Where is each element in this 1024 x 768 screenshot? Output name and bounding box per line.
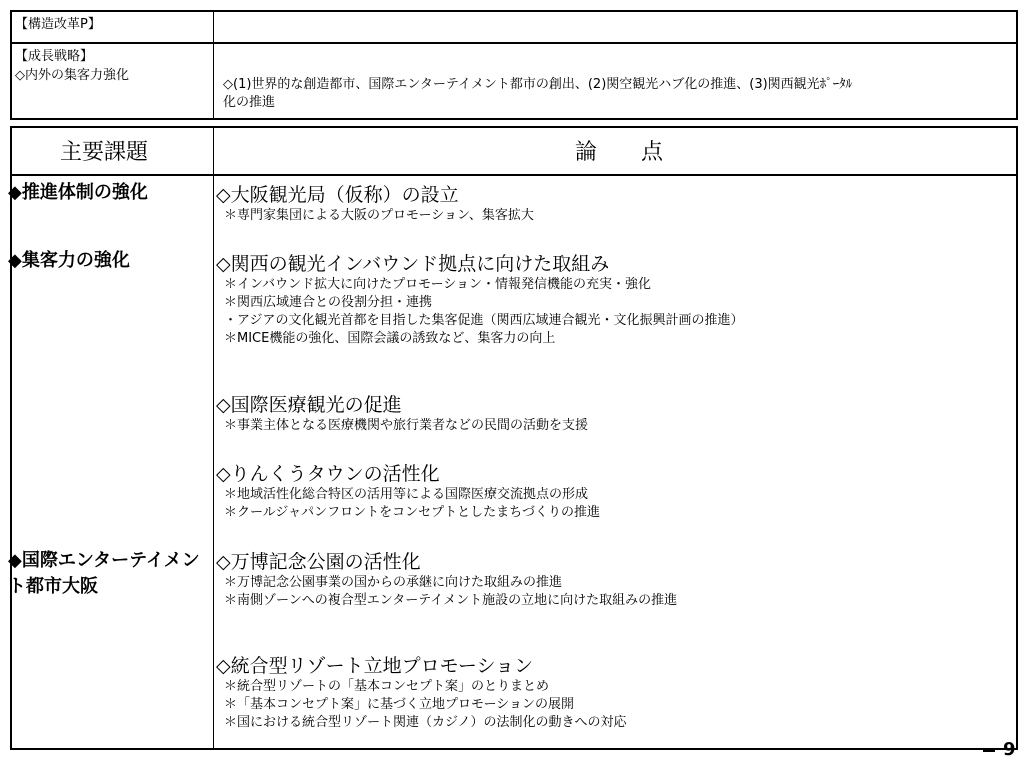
topic-detail: ＊関西広域連合との役割分担・連携 (224, 295, 433, 310)
column-divider (213, 128, 214, 748)
growth-strategy-heading: 【成長戦略】 (15, 49, 94, 64)
topic-detail: ＊クールジャパンフロントをコンセプトとしたまちづくりの推進 (224, 505, 601, 520)
issue-attraction-strength: ◆集客力の強化 (8, 250, 130, 271)
row-divider (12, 42, 1016, 44)
topic-detail: ＊地域活性化総合特区の活用等による国際医療交流拠点の形成 (224, 487, 589, 502)
topic-title: ◇大阪観光局（仮称）の設立 (216, 184, 459, 206)
growth-strategy-description-line2: 化の推進 (223, 95, 276, 110)
topic-detail: ＊統合型リゾートの「基本コンセプト案」のとりまとめ (224, 679, 550, 694)
page-number: 9 (1003, 739, 1016, 760)
growth-strategy-item: ◇内外の集客力強化 (15, 68, 129, 83)
topic-detail: ＊事業主体となる医療機関や旅行業者などの民間の活動を支援 (224, 418, 589, 433)
structural-reform-label: 【構造改革P】 (15, 17, 101, 32)
topic-detail: ＊専門家集団による大阪のプロモーション、集客拡大 (224, 208, 534, 223)
topic-rinku-town (216, 462, 600, 522)
topic-title: ◇国際医療観光の促進 (216, 394, 402, 416)
strategy-summary-table (10, 10, 1018, 120)
topic-detail: ＊南側ゾーンへの複合型エンターテイメント施設の立地に向けた取組みの推進 (224, 593, 678, 608)
header-divider (12, 174, 1016, 176)
topic-detail: ＊「基本コンセプト案」に基づく立地プロモーションの展開 (224, 697, 574, 712)
column-header-discussion-points: 論 点 (575, 140, 664, 165)
topic-osaka-tourism-bureau (216, 183, 534, 225)
issue-promotion-structure: ◆推進体制の強化 (8, 182, 148, 203)
growth-strategy-description-line1: ◇(1)世界的な創造都市、国際エンターテイメント都市の創出、(2)関空観光ハブ化の推進、(3)関西観光ﾎﾟｰﾀﾙ (223, 77, 853, 92)
topic-detail: ＊国における統合型リゾート関連（カジノ）の法制化の動きへの対応 (224, 715, 627, 730)
topic-expo-park (216, 550, 677, 610)
topic-integrated-resort (216, 654, 626, 732)
topic-title: ◇統合型リゾート立地プロモーション (216, 655, 534, 677)
page-number-rule (983, 750, 995, 752)
topic-medical-tourism (216, 393, 588, 435)
topic-detail: ＊MICE機能の強化、国際会議の誘致など、集客力の向上 (224, 331, 556, 346)
topic-title: ◇万博記念公園の活性化 (216, 551, 421, 573)
topic-kansai-inbound-hub (216, 252, 743, 348)
topic-detail: ＊万博記念公園事業の国からの承継に向けた取組みの推進 (224, 575, 563, 590)
topic-detail: ＊インバウンド拡大に向けたプロモーション・情報発信機能の充実・強化 (224, 277, 652, 292)
topic-title: ◇関西の観光インバウンド拠点に向けた取組み (216, 253, 610, 275)
column-header-issues: 主要課題 (60, 140, 149, 165)
issue-international-entertainment-osaka: ◆国際エンターテイメント都市大阪 (8, 550, 200, 597)
topic-detail: ・アジアの文化観光首都を目指した集客促進（関西広域連合観光・文化振興計画の推進） (224, 313, 744, 328)
column-divider (213, 12, 214, 118)
topic-title: ◇りんくうタウンの活性化 (216, 463, 440, 485)
